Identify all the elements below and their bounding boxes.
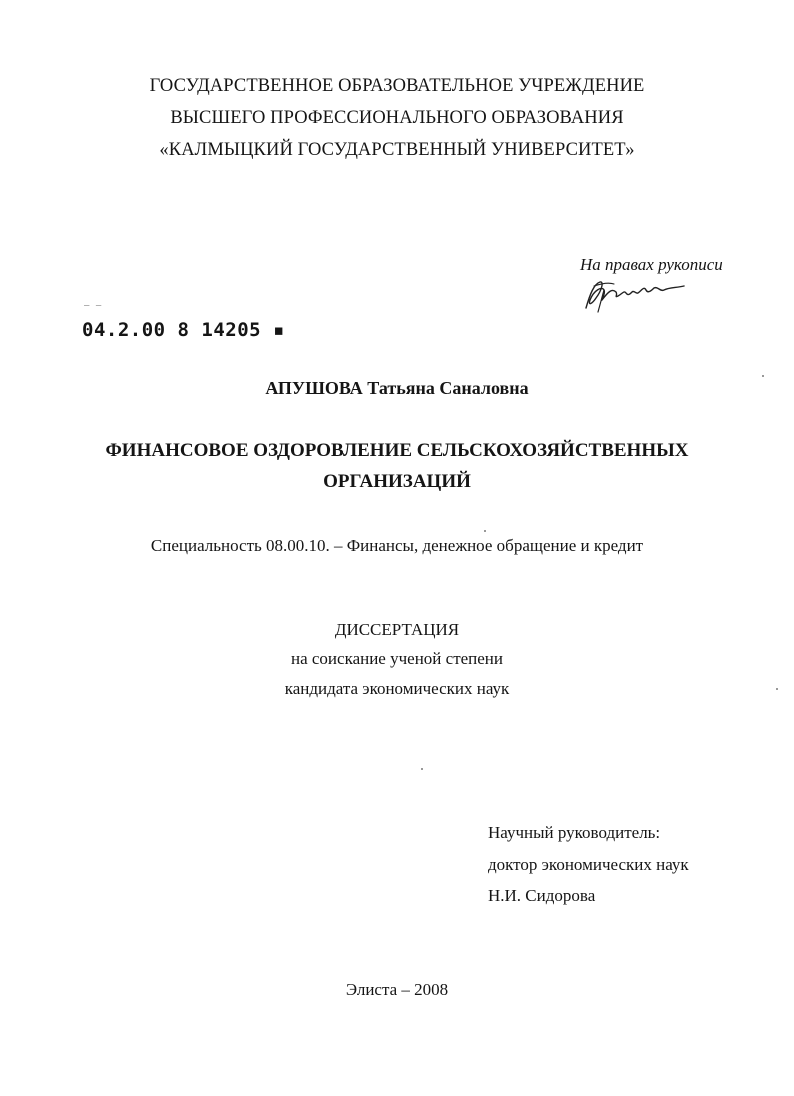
stamp-mark-icon: ‾ ‾: [84, 305, 102, 315]
registration-code: [82, 305, 285, 341]
handwritten-signature: [580, 276, 690, 316]
supervisor-name: Н.И. Сидорова: [488, 886, 596, 905]
thesis-title-line-2: ОРГАНИЗАЦИЙ: [323, 471, 471, 492]
degree-purpose: на соискание ученой степени: [290, 649, 504, 668]
city-year: Элиста – 2008: [345, 980, 449, 999]
thesis-title-line-1: ФИНАНСОВОЕ ОЗДОРОВЛЕНИЕ СЕЛЬСКОХОЗЯЙСТВЕННЫХ: [105, 440, 689, 461]
scan-speck: [484, 530, 486, 532]
scan-speck: [421, 768, 423, 770]
dissertation-label: ДИССЕРТАЦИЯ: [334, 620, 460, 639]
registration-code-text: 04.2.00 8 14205: [82, 319, 262, 341]
scan-speck: [762, 375, 764, 377]
institution-line-1: ГОСУДАРСТВЕННОЕ ОБРАЗОВАТЕЛЬНОЕ УЧРЕЖДЕНИЕ: [149, 76, 645, 96]
institution-line-2: ВЫСШЕГО ПРОФЕССИОНАЛЬНОГО ОБРАЗОВАНИЯ: [170, 108, 624, 128]
dash-mark-icon: ▪: [261, 319, 285, 341]
supervisor-degree: доктор экономических наук: [488, 855, 689, 874]
rights-note: На правах рукописи: [580, 255, 723, 274]
institution-line-3: «КАЛМЫЦКИЙ ГОСУДАРСТВЕННЫЙ УНИВЕРСИТЕТ»: [159, 140, 635, 160]
scan-speck: [776, 688, 778, 690]
author-name: АПУШОВА Татьяна Саналовна: [265, 378, 529, 398]
supervisor-label: Научный руководитель:: [488, 823, 661, 842]
specialty: Специальность 08.00.10. – Финансы, денежное обращение и кредит: [150, 536, 644, 555]
degree-field: кандидата экономических наук: [284, 679, 510, 698]
